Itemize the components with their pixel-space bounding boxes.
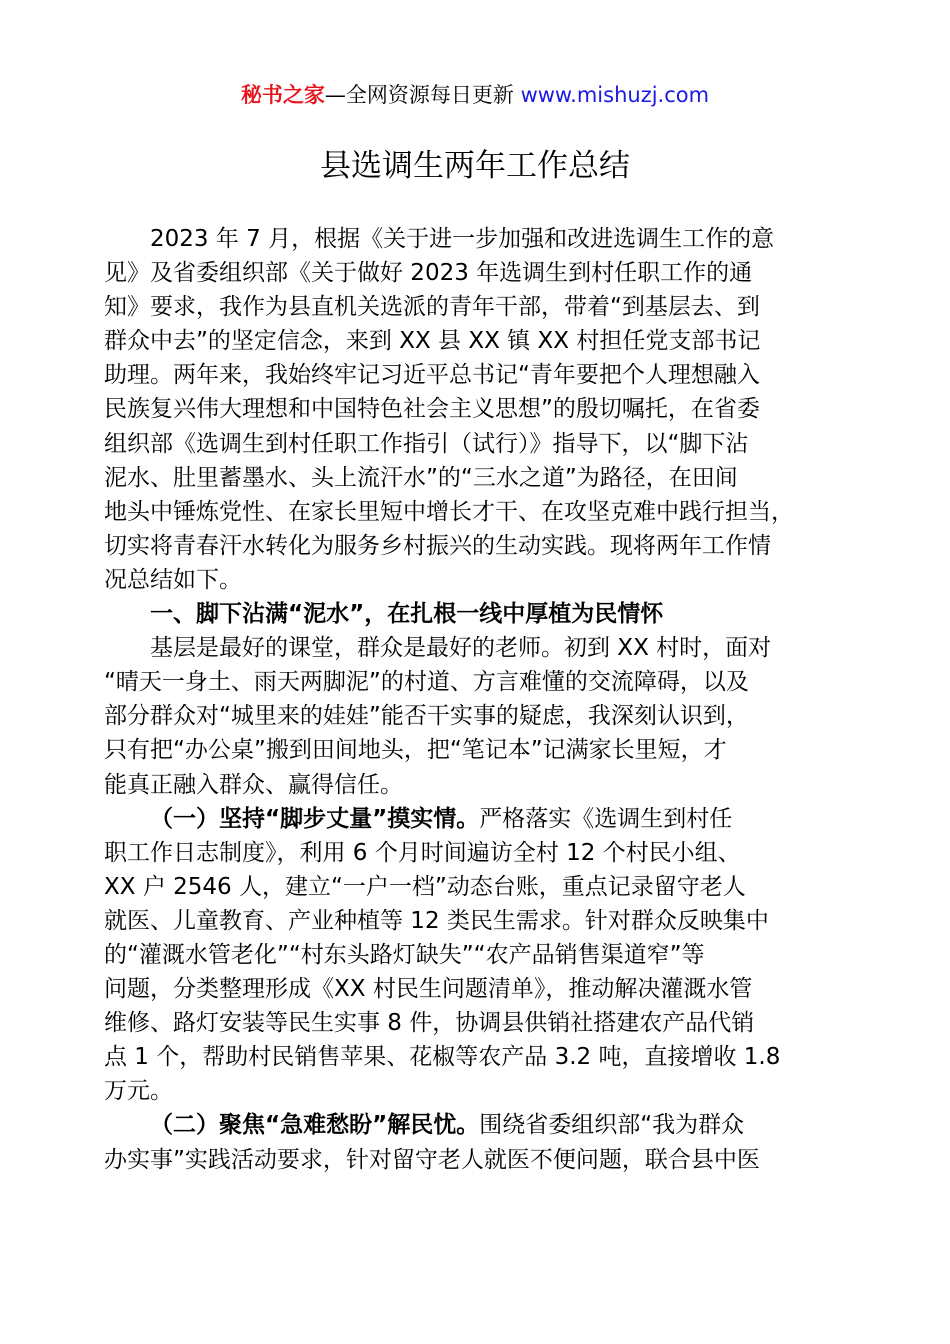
paragraph-text: 职工作日志制度》，利用 6 个月时间遍访全村 12 个村民小组、	[104, 839, 741, 866]
body-line	[104, 563, 866, 597]
site-url-link[interactable]: www.mishuzj.com	[520, 83, 710, 107]
paragraph-text: 围绕省委组织部“我为群众	[479, 1112, 745, 1139]
document-title: 县选调生两年工作总结	[320, 148, 630, 184]
heading-text: 一、脚下沾满“泥水”，在扎根一线中厚植为民情怀	[150, 601, 664, 628]
paragraph-text: 部分群众对“城里来的娃娃”能否干实事的疑虑，我深刻认识到，	[104, 703, 749, 730]
body-line	[104, 699, 866, 733]
paragraph-text: 就医、儿童教育、产业种植等 12 类民生需求。针对群众反映集中	[104, 907, 769, 934]
body-line	[104, 768, 866, 802]
paragraph-text: 严格落实《选调生到村任	[479, 805, 733, 832]
body-line	[104, 222, 866, 256]
body-line	[104, 836, 866, 870]
paragraph-text: XX 户 2546 人，建立“一户一档”动态台账，重点记录留守老人	[104, 873, 746, 900]
body-line	[104, 427, 866, 461]
body-line	[104, 870, 866, 904]
body-line	[104, 529, 866, 563]
body-line	[104, 972, 866, 1006]
site-tagline: —全网资源每日更新	[324, 83, 521, 107]
heading-text: （二）聚焦“急难愁盼”解民忧。	[150, 1112, 480, 1139]
paragraph-text: 的“灌溉水管老化”“村东头路灯缺失”“农产品销售渠道窄”等	[104, 941, 705, 968]
paragraph-text: 民族复兴伟大理想和中国特色社会主义思想”的殷切嘱托，在省委	[104, 396, 760, 423]
paragraph-text: 问题，分类整理形成《XX 村民生问题清单》，推动解决灌溉水管	[104, 976, 753, 1003]
paragraph-text: 见》及省委组织部《关于做好 2023 年选调生到村任职工作的通	[104, 260, 753, 287]
paragraph-text: 组织部《选调生到村任职工作指引（试行）》指导下，以“脚下沾	[104, 430, 749, 457]
body-line	[104, 631, 866, 665]
body-line	[104, 1143, 866, 1177]
heading-text: （一）坚持“脚步丈量”摸实情。	[150, 805, 480, 832]
site-header	[0, 80, 950, 110]
body-line	[104, 461, 866, 495]
paragraph-text: 点 1 个，帮助村民销售苹果、花椒等农产品 3.2 吨，直接增收 1.8	[104, 1044, 781, 1071]
site-brand: 秘书之家	[240, 83, 325, 107]
document-body	[104, 222, 866, 1177]
paragraph-text: 助理。两年来，我始终牢记习近平总书记“青年要把个人理想融入	[104, 362, 760, 389]
paragraph-text: 办实事”实践活动要求，针对留守老人就医不便问题，联合县中医	[104, 1146, 760, 1173]
paragraph-text: 只有把“办公桌”搬到田间地头，把“笔记本”记满家长里短，才	[104, 737, 727, 764]
body-line	[104, 597, 866, 631]
paragraph-text: “晴天一身土、雨天两脚泥”的村道、方言难懂的交流障碍，以及	[104, 669, 749, 696]
paragraph-text: 能真正融入群众、赢得信任。	[104, 771, 403, 798]
paragraph-text: 况总结如下。	[104, 566, 242, 593]
body-line	[104, 938, 866, 972]
body-line	[104, 392, 866, 426]
body-line	[104, 358, 866, 392]
body-line	[104, 290, 866, 324]
body-line	[104, 1074, 866, 1108]
paragraph-text: 泥水、肚里蓄墨水、头上流汗水”的“三水之道”为路径，在田间	[104, 464, 738, 491]
body-line	[104, 1108, 866, 1142]
body-line	[104, 802, 866, 836]
paragraph-text: 群众中去”的坚定信念，来到 XX 县 XX 镇 XX 村担任党支部书记	[104, 328, 761, 355]
paragraph-text: 切实将青春汗水转化为服务乡村振兴的生动实践。现将两年工作情	[104, 532, 771, 559]
body-line	[104, 1006, 866, 1040]
body-line	[104, 733, 866, 767]
body-line	[104, 1040, 866, 1074]
paragraph-text: 维修、路灯安装等民生实事 8 件，协调县供销社搭建农产品代销	[104, 1010, 755, 1037]
body-line	[104, 904, 866, 938]
paragraph-text: 地头中锤炼党性、在家长里短中增长才干、在攻坚克难中践行担当，	[104, 498, 794, 525]
paragraph-text: 万元。	[104, 1078, 173, 1105]
paragraph-text: 2023 年 7 月，根据《关于进一步加强和改进选调生工作的意	[150, 226, 775, 252]
body-line	[104, 495, 866, 529]
paragraph-text: 基层是最好的课堂，群众是最好的老师。初到 XX 村时，面对	[150, 635, 772, 662]
paragraph-text: 知》要求，我作为县直机关选派的青年干部，带着“到基层去、到	[104, 294, 760, 321]
body-line	[104, 324, 866, 358]
body-line	[104, 665, 866, 699]
body-line	[104, 256, 866, 290]
